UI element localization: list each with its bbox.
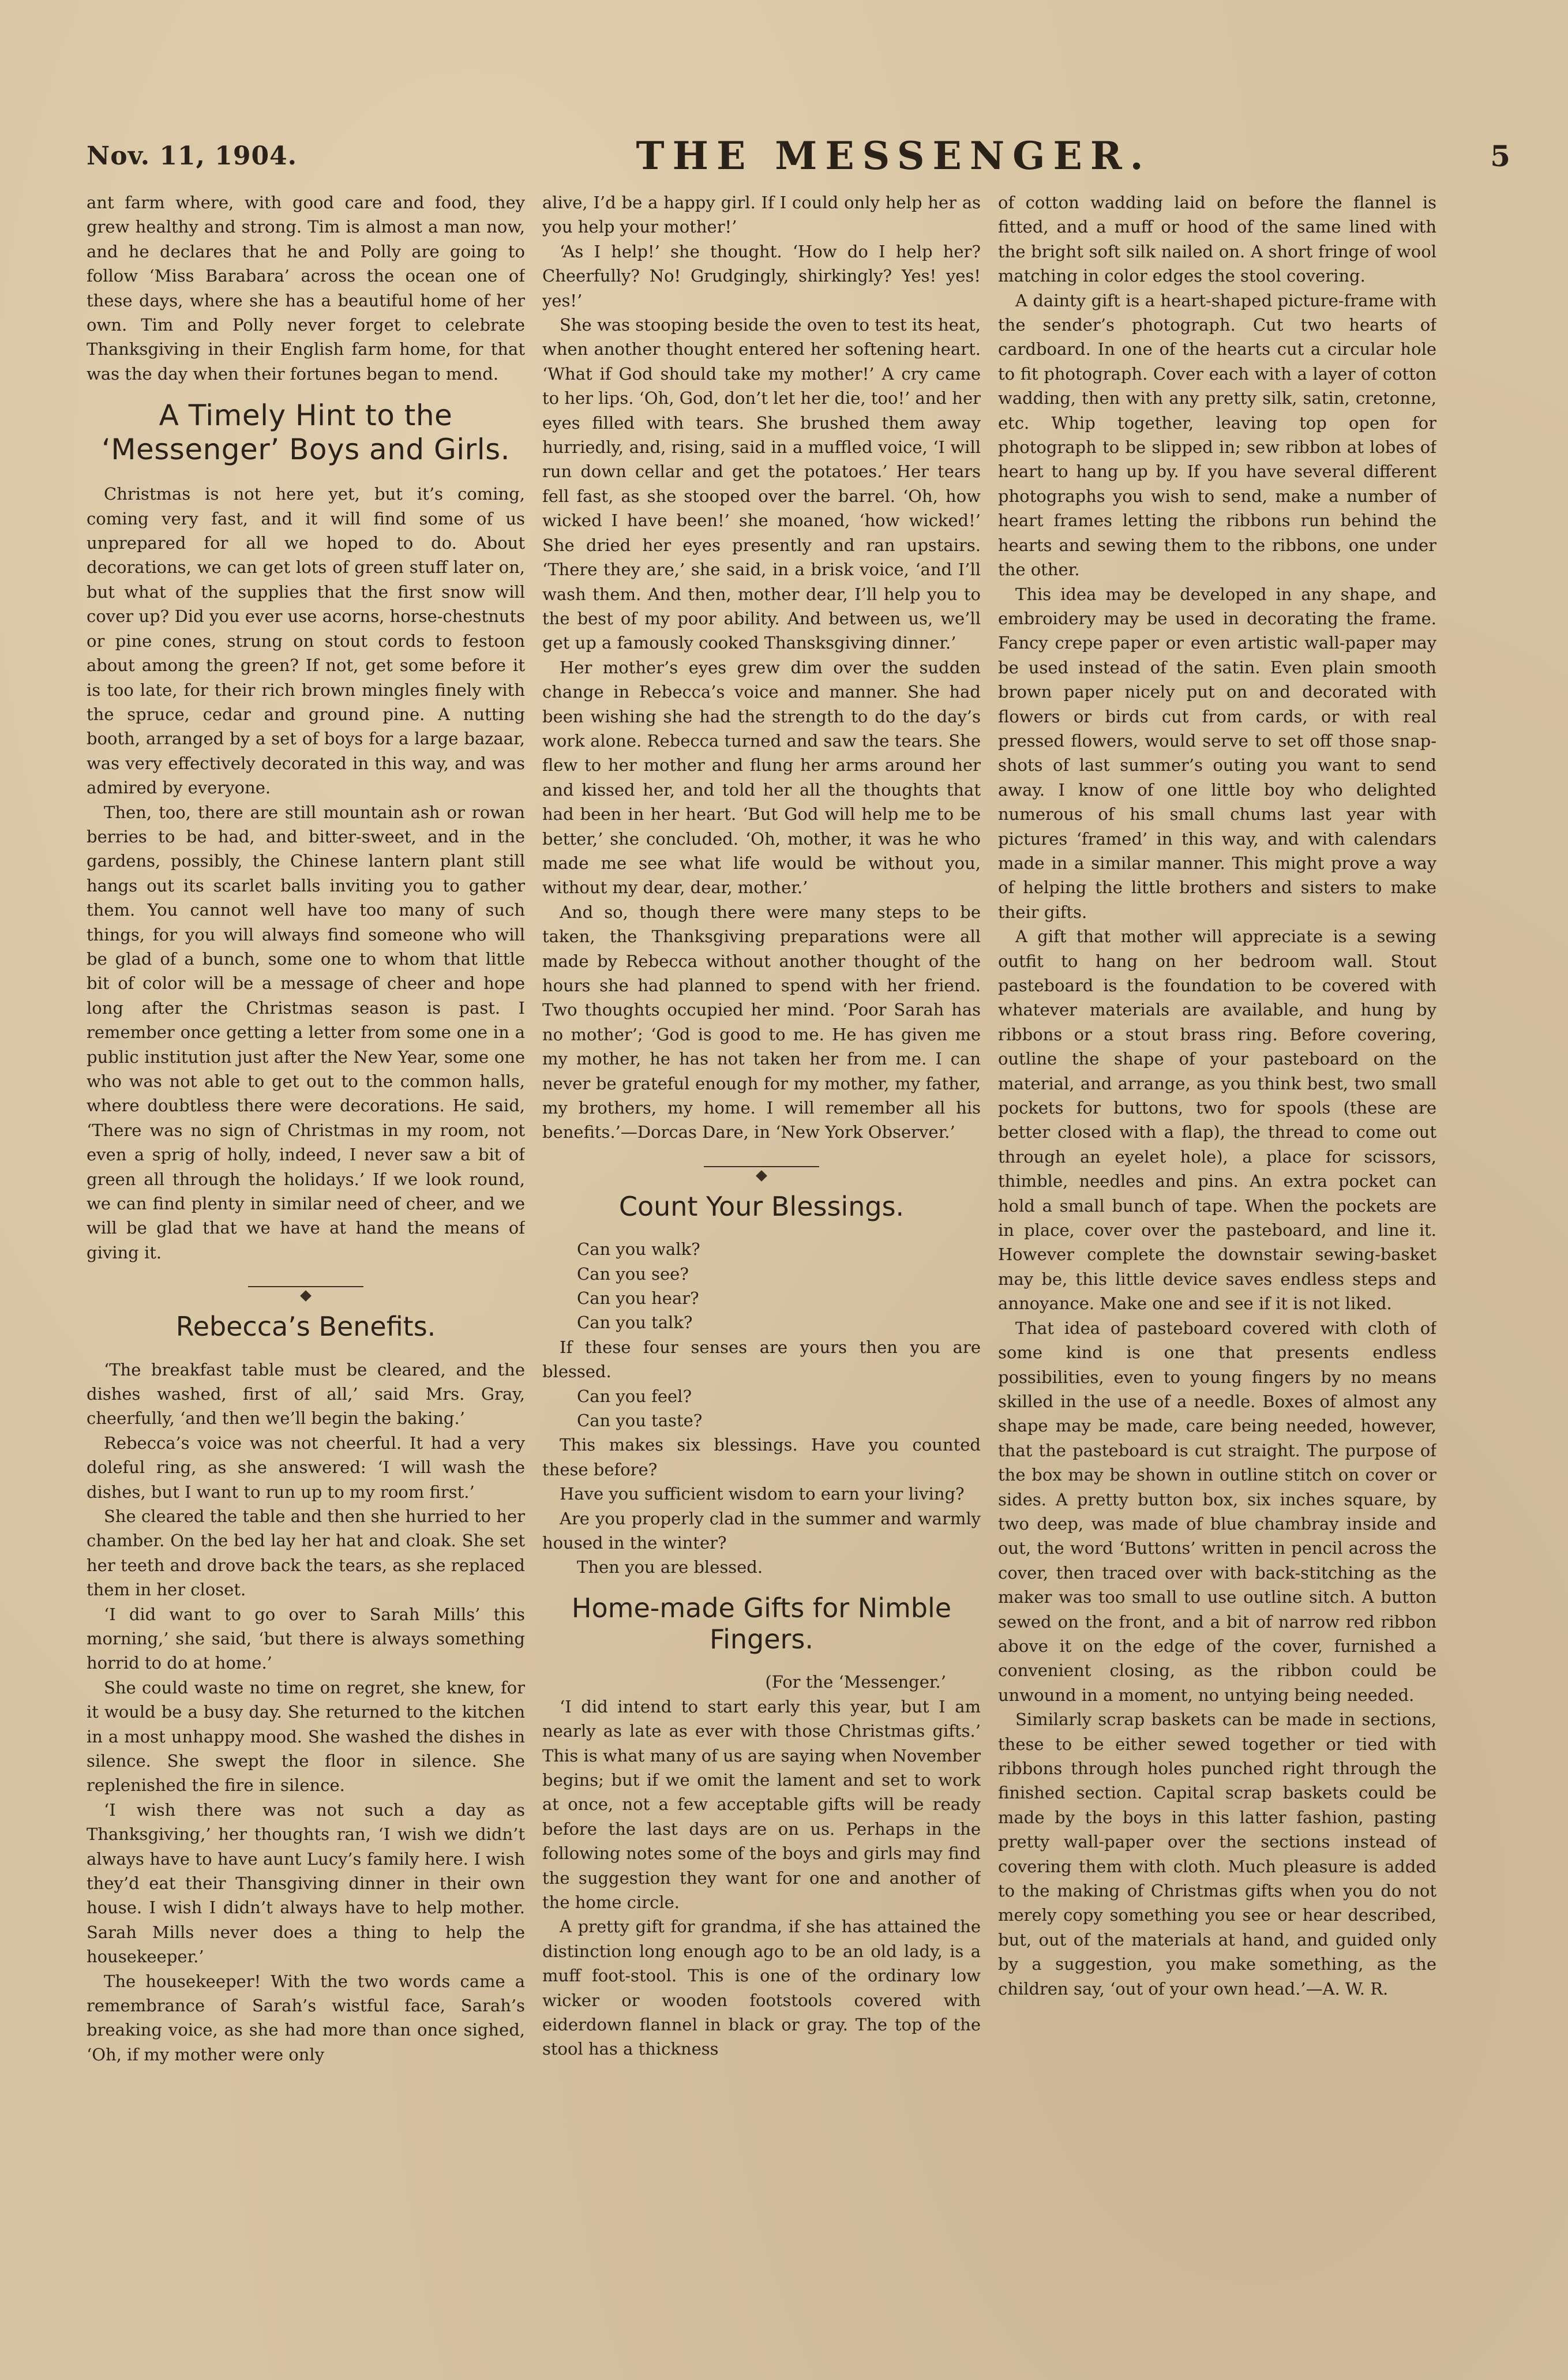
column-3	[998, 190, 1436, 2348]
paragraph: ‘I wish there was not such a day as Thanksgiving,’ her thoughts ran, ‘I wish we didn’t always have to have aunt Lucy’s family here. I wish they’d eat their Thansgiving dinner in their own house. I wish I didn’t always have to help mother. Sarah Mills never does a thing to help the housekeeper.’	[87, 1800, 525, 1967]
poem-line: Can you feel?	[577, 1386, 692, 1406]
paragraph: A dainty gift is a heart-shaped picture-frame with the sender’s photograph. Cut two hearts of cardboard. In one of the hearts cut a circular hole to fit photograph. Cover each with a layer of cotton wadding, then with any pretty silk, satin, cretonne, etc. Whip together, leaving top open for photograph to be slipped in; sew ribbon at lobes of heart to hang up by. If you have several different photographs you wish to send, make a number of heart frames letting the ribbons run behind the hearts and sewing them to the ribbons, one under the other.	[998, 290, 1436, 580]
article-columns	[87, 190, 1436, 2348]
paragraph: ‘The breakfast table must be cleared, and the dishes washed, first of all,’ said Mrs. Gray, cheerfully, ‘and then we’ll begin the baking.’	[87, 1359, 525, 1429]
poem-line: Can you walk?	[577, 1239, 700, 1260]
poem-line: If these four senses are yours then you are blessed.	[542, 1337, 981, 1382]
paragraph: That idea of pasteboard covered with cloth of some kind is one that presents endless possibilities, even to young fingers by no means skilled in the use of a needle. Boxes of almost any shape may be made, care being needed, however, that the pasteboard is cut straight. The purpose of the box may be shown in outline stitch on cover or sides. A pretty button box, six inches square, by two deep, was made of blue chambray inside and out, the word ‘Buttons’ written in pencil across the cover, then traced over with back-stitching as the maker was too small to use outline sitch. A button sewed on the front, and a bit of narrow red ribbon above it on the edge of the cover, furnished a convenient closing, as the ribbon could be unwound in a moment, no untying being needed.	[998, 1318, 1436, 1705]
paragraph: This idea may be developed in any shape, and embroidery may be used in decorating the frame. Fancy crepe paper or even artistic wall-paper may be used instead of the satin. Even plain smooth brown paper nicely put on and decorated with flowers or birds cut from cards, or with real pressed flowers, would serve to set off those snap-shots of last summer’s outing you want to send away. I know of one little boy who delighted numerous of his small chums last year with pictures ‘framed’ in this way, and with calendars made in a similar manner. This might prove a way of helping the little brothers and sisters to make their gifts.	[998, 584, 1436, 922]
paragraph: of cotton wadding laid on before the flannel is fitted, and a muff or hood of the same lined with the bright soft silk nailed on. A short fringe of wool matching in color edges the stool covering.	[998, 193, 1436, 286]
poem-line: Can you talk?	[577, 1313, 693, 1333]
article-heading: Rebecca’s Benefits.	[175, 1311, 436, 1343]
paragraph: Christmas is not here yet, but it’s coming, coming very fast, and it will find some of us unprepared for all we hoped to do. About decorations, we can get lots of green stuff later on, but what of the supplies that the first snow will cover up? Did you ever use acorns, horse-chestnuts or pine cones, strung on stout cords to festoon about among the green? If not, get some before it is too late, for their rich brown mingles finely with the spruce, cedar and ground pine. A nutting booth, arranged by a set of boys for a large bazaar, was very effectively decorated in this way, and was admired by everyone.	[87, 484, 525, 798]
paragraph: She cleared the table and then she hurried to her chamber. On the bed lay her hat and cloak. She set her teeth and drove back the tears, as she replaced them in her closet.	[87, 1506, 525, 1600]
paragraph: She could waste no time on regret, she knew, for it would be a busy day. She returned to the kitchen in a most unhappy mood. She washed the dishes in silence. She swept the floor in silence. She replenished the fire in silence.	[87, 1677, 525, 1796]
paragraph: And so, though there were many steps to be taken, the Thanksgiving preparations were all made by Rebecca without another thought of the hours she had planned to spend with her friend. Two thoughts occupied her mind. ‘Poor Sarah has no mother’; ‘God is good to me. He has given me my mother, he has not taken her from me. I can never be grateful enough for my mother, my father, my brothers, my home. I will remember all his benefits.’—Dorcas Dare, in ‘New York Observer.’	[542, 902, 981, 1142]
paragraph: ‘I did intend to start early this year, but I am nearly as late as ever with those Christmas gifts.’ This is what many of us are saying when November begins; but if we omit the lament and set to work at once, not a few acceptable gifts will be ready before the last days are on us. Perhaps in the following notes some of the boys and girls may find the suggestion they want for one and another of the home circle.	[542, 1696, 981, 1912]
paragraph: A pretty gift for grandma, if she has attained the distinction long enough ago to be an old lady, is a muff foot-stool. This is one of the ordinary low wicker or wooden footstools covered with eiderdown flannel in black or gray. The top of the stool has a thickness	[542, 1917, 981, 2059]
article-heading: Count Your Blessings.	[618, 1190, 905, 1222]
article-heading: A Timely Hint to the ‘Messenger’ Boys and Girls.	[101, 399, 511, 467]
paragraph: ‘I did want to go over to Sarah Mills’ this morning,’ she said, ‘but there is always something horrid to do at home.’	[87, 1604, 525, 1673]
column-2	[542, 190, 981, 2348]
newspaper-title: THE MESSENGER.	[636, 133, 1151, 178]
byline: (For the ‘Messenger.’	[765, 1672, 946, 1692]
poem-line: This makes six blessings. Have you counted these before?	[542, 1435, 981, 1479]
paragraph: Rebecca’s voice was not cheerful. It had a very doleful ring, as she answered: ‘I will wash the dishes, but I want to run up to my room first.’	[87, 1433, 525, 1502]
poem-line: Then you are blessed.	[577, 1557, 763, 1577]
paragraph: Similarly scrap baskets can be made in sections, these to be either sewed together or tied with ribbons through holes punched right through the finished section. Capital scrap baskets could be made by the boys in this latter fashion, pasting pretty wall-paper over the sections instead of covering them with cloth. Much pleasure is added to the making of Christmas gifts when you do not merely copy something you see or hear described, but, out of the materials at hand, and guided only by a suggestion, you make something, as the children say, ‘out of your own head.’—A. W. R.	[998, 1710, 1436, 1999]
paragraph: ‘As I help!’ she thought. ‘How do I help her? Cheerfully? No! Grudgingly, shirkingly? Yes! yes! yes!’	[542, 241, 981, 310]
poem-line: Can you hear?	[577, 1288, 699, 1308]
paragraph: The housekeeper! With the two words came a remembrance of Sarah’s wistful face, Sarah’s breaking voice, as she had more than once sighed, ‘Oh, if my mother were only	[87, 1971, 525, 2064]
paragraph: alive, I’d be a happy girl. If I could only help her as you help your mother!’	[542, 193, 981, 237]
paragraph: ant farm where, with good care and food, they grew healthy and strong. Tim is almost a man now, and he declares that he and Polly are going to follow ‘Miss Barabara’ across the ocean one of these days, where she has a beautiful home of her own. Tim and Polly never forget to celebrate Thanksgiving in their English farm home, for that was the day when their fortunes began to mend.	[87, 193, 525, 384]
masthead	[87, 130, 1510, 182]
paragraph: She was stooping beside the oven to test its heat, when another thought entered her softening heart. ‘What if God should take my mother!’ A cry came to her lips. ‘Oh, God, don’t let her die, too!’ and her eyes filled with tears. She brushed them away hurriedly, and, rising, said in a muffled voice, ‘I will run down cellar and get the potatoes.’ Her tears fell fast, as she stooped over the barrel. ‘Oh, how wicked I have been!’ she moaned, ‘how wicked!’ She dried her eyes presently and ran upstairs. ‘There they are,’ she said, in a brisk voice, ‘and I’ll wash them. And then, mother dear, I’ll help you to the best of my poor ability. And between us, we’ll get up a famously cooked Thansksgiving dinner.’	[542, 315, 981, 653]
poem-line: Can you see?	[577, 1264, 689, 1284]
paragraph: Her mother’s eyes grew dim over the sudden change in Rebecca’s voice and manner. She had been wishing she had the strength to do the day’s work alone. Rebecca turned and saw the tears. She flew to her mother and flung her arms around her and kissed her, and told her all the thoughts that had been in her heart. ‘But God will help me to be better,’ she concluded. ‘Oh, mother, it was he who made me see what life would be without you, without my dear, dear, mother.’	[542, 657, 981, 898]
article-heading: Home-made Gifts for Nimble Fingers.	[571, 1592, 952, 1655]
poem-line: Are you properly clad in the summer and warmly housed in the winter?	[542, 1508, 981, 1553]
section-divider	[542, 1155, 981, 1178]
poem-line: Can you taste?	[577, 1410, 703, 1430]
paragraph: Then, too, there are still mountain ash or rowan berries to be had, and bitter-sweet, and in the gardens, possibly, the Chinese lantern plant still hangs out its scarlet balls inviting you to gather them. You cannot well have too many of such things, for you will always find someone who will be glad of a bunch, some one to whom that little bit of color will be a message of cheer and hope long after the Christmas season is past. I remember once getting a letter from some one in a public institution just after the New Year, some one who was not able to get out to the common halls, where doubtless there were decorations. He said, ‘There was no sign of Christmas in my room, not even a sprig of holly, indeed, I never saw a bit of green all through the holidays.’ If we look round, we can find plenty in similar need of cheer, and we will be glad that we have at hand the means of giving it.	[87, 802, 525, 1262]
section-divider	[87, 1275, 525, 1298]
page-number: 5	[1490, 138, 1510, 173]
issue-date: Nov. 11, 1904.	[87, 141, 297, 171]
column-1	[87, 190, 525, 2348]
paragraph: A gift that mother will appreciate is a sewing outfit to hang on her bedroom wall. Stout pasteboard is the foundation to be covered with whatever materials are available, and hung by ribbons or a stout brass ring. Before covering, outline the shape of your pasteboard on the material, and arrange, as you think best, two small pockets for buttons, two for spools (these are better closed with a flap), the thread to come out through an eyelet hole), a place for scissors, thimble, needles and pins. An extra pocket can hold a small bunch of tape. When the pockets are in place, cover over the pasteboard, and line it. However complete the downstair sewing-basket may be, this little device saves endless steps and annoyance. Make one and see if it is not liked.	[998, 927, 1436, 1314]
poem-line: Have you sufficient wisdom to earn your living?	[560, 1484, 965, 1504]
